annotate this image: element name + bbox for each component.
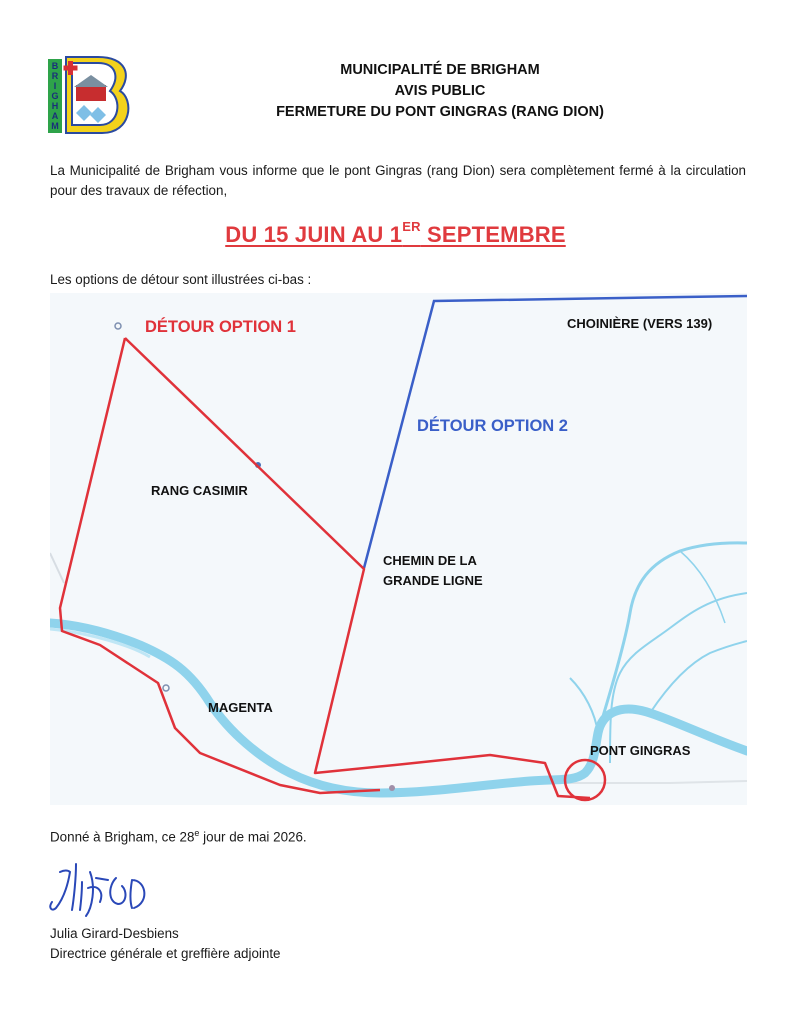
logo-letter-r: R [51, 71, 59, 81]
map-label-option-1: DÉTOUR OPTION 1 [145, 318, 296, 336]
signer-block [50, 924, 281, 964]
dates-end: SEPTEMBRE [420, 222, 566, 247]
given-date [50, 828, 307, 844]
detour-map [50, 293, 747, 805]
intro-paragraph: La Municipalité de Brigham vous informe que le pont Gingras (rang Dion) sera complètement fermé à la circulation pour des travaux de réfection, [50, 163, 746, 198]
map-label-option-2: DÉTOUR OPTION 2 [417, 417, 568, 435]
given-text: Donné à Brigham, ce 28 [50, 829, 195, 845]
map-label-chemin-line2: GRANDE LIGNE [383, 573, 483, 588]
map-label-rang-casimir: RANG CASIMIR [151, 483, 248, 498]
logo-letter-a: A [51, 111, 59, 121]
notice-type: AVIS PUBLIC [394, 83, 486, 99]
signer-title: Directrice générale et greffière adjointe [50, 946, 281, 961]
logo-letter-g: G [51, 91, 59, 101]
dates-superscript: ER [402, 219, 421, 234]
map-label-pont-gingras: PONT GINGRAS [590, 743, 691, 758]
municipality-title: MUNICIPALITÉ DE BRIGHAM [340, 62, 540, 78]
brigham-logo [46, 55, 132, 135]
closure-dates-text [225, 219, 566, 247]
notice-header [140, 60, 740, 123]
given-superscript: e [194, 828, 200, 838]
logo-letter-b: B [51, 61, 59, 71]
dates-main: DU 15 JUIN AU 1 [225, 222, 403, 247]
notice-subject: FERMETURE DU PONT GINGRAS (RANG DION) [276, 104, 604, 120]
map-label-chemin-line1: CHEMIN DE LA [383, 553, 477, 568]
signer-name: Julia Girard-Desbiens [50, 926, 179, 941]
logo-letter-h: H [51, 101, 59, 111]
handwritten-signature [46, 858, 166, 920]
closure-dates [0, 219, 791, 248]
given-end: jour de mai 2026. [199, 829, 307, 845]
detour-options-intro: Les options de détour sont illustrées ci-bas : [50, 272, 312, 287]
logo-letter-m: M [51, 121, 59, 131]
map-label-choiniere: CHOINIÈRE (VERS 139) [567, 316, 713, 331]
map-label-magenta: MAGENTA [208, 700, 273, 715]
map-background [50, 293, 747, 805]
logo-letter-i: I [53, 81, 57, 91]
